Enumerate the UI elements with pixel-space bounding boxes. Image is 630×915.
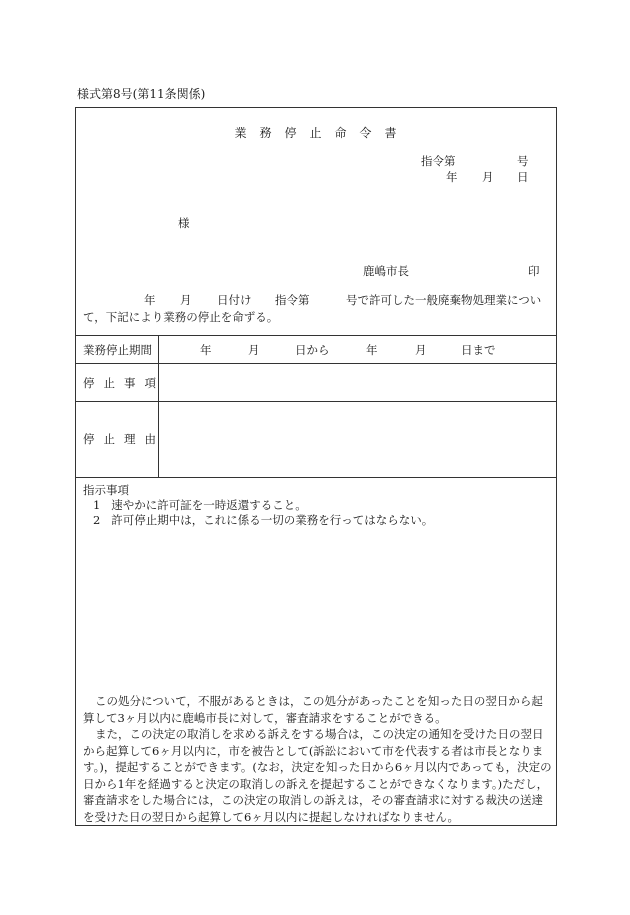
label-char: 停 xyxy=(83,376,95,390)
instruction-number: 1 xyxy=(93,498,101,512)
period-end-month: 月 xyxy=(415,343,427,357)
issuer-seal: 印 xyxy=(528,264,540,278)
label-char: 事 xyxy=(124,376,136,390)
label-char: 項 xyxy=(144,376,156,390)
row-divider xyxy=(76,363,556,364)
period-start-day: 日から xyxy=(295,343,330,357)
period-end-year: 年 xyxy=(366,343,378,357)
order-form-frame xyxy=(75,107,557,826)
period-start-month: 月 xyxy=(248,343,260,357)
label-char: 停 xyxy=(83,432,95,446)
document-title xyxy=(76,124,556,141)
label-char: 止 xyxy=(103,432,115,446)
table-top-border xyxy=(76,335,556,336)
title-char: 業 xyxy=(234,126,248,140)
label-char: 止 xyxy=(103,376,115,390)
body-text: 号で許可した一般廃棄物処理業につい xyxy=(346,293,542,307)
reference-number-prefix: 指令第 xyxy=(421,154,456,168)
title-char: 書 xyxy=(384,126,398,140)
issue-month: 月 xyxy=(482,170,494,184)
label-char: 理 xyxy=(124,432,136,446)
appeal-notice xyxy=(83,693,553,825)
title-char: 令 xyxy=(359,126,373,140)
body-text-line2: て，下記により業務の停止を命ずる。 xyxy=(83,310,279,324)
instructions-section xyxy=(83,483,433,528)
issue-day: 日 xyxy=(517,170,529,184)
label-char: 由 xyxy=(144,432,156,446)
appeal-notice-paragraph-1: この処分について，不服があるときは，この処分があったことを知った日の翌日から起算して3ヶ月以内に鹿嶋市長に対して，審査請求をすることができる。 xyxy=(83,694,543,725)
suspension-reason-label xyxy=(83,431,165,447)
row-divider xyxy=(76,477,556,478)
appeal-notice-paragraph-2: また，この決定の取消しを求める訴えをする場合は，この決定の通知を受けた日の翌日から起算して6ヶ月以内に，市を被告として(訴訟において市を代表する者は市長となります。)，提起することができます。(なお，決定を知った日から6ヶ月以内であっても，決定の日から1年を経過すると決定の取消しの訴えを提起することができなくなります。)ただし，審査請求をした場合には，この決定の取消しの訴えは，その審査請求に対する裁決の送達を受けた日の翌日から起算して6ヶ月以内に提起しなければなりません。 xyxy=(83,727,552,824)
body-month: 月 xyxy=(180,293,192,307)
issue-year: 年 xyxy=(446,170,458,184)
title-char: 停 xyxy=(284,126,298,140)
row-divider xyxy=(76,401,556,402)
label-column-divider xyxy=(158,335,159,477)
instruction-item xyxy=(83,513,433,528)
body-ref: 指令第 xyxy=(275,293,310,307)
title-char: 務 xyxy=(259,126,273,140)
instruction-text: 許可停止期中は，これに係る一切の業務を行ってはならない。 xyxy=(111,513,434,527)
body-year: 年 xyxy=(144,293,156,307)
period-label: 業務停止期間 xyxy=(83,343,152,357)
instructions-heading: 指示事項 xyxy=(83,483,129,497)
title-char: 命 xyxy=(334,126,348,140)
suspended-items-label xyxy=(83,375,165,391)
reference-number-suffix: 号 xyxy=(517,154,529,168)
form-number-label: 様式第8号(第11条関係) xyxy=(77,87,206,101)
body-dated: 日付け xyxy=(217,293,252,307)
issuer-name: 鹿嶋市長 xyxy=(363,264,409,278)
addressee-honorific: 様 xyxy=(178,216,190,230)
instruction-text: 速やかに許可証を一時返還すること。 xyxy=(111,498,307,512)
instruction-item xyxy=(83,498,433,513)
title-char: 止 xyxy=(309,126,323,140)
period-end-day: 日まで xyxy=(461,343,496,357)
period-start-year: 年 xyxy=(200,343,212,357)
instruction-number: 2 xyxy=(93,513,101,527)
